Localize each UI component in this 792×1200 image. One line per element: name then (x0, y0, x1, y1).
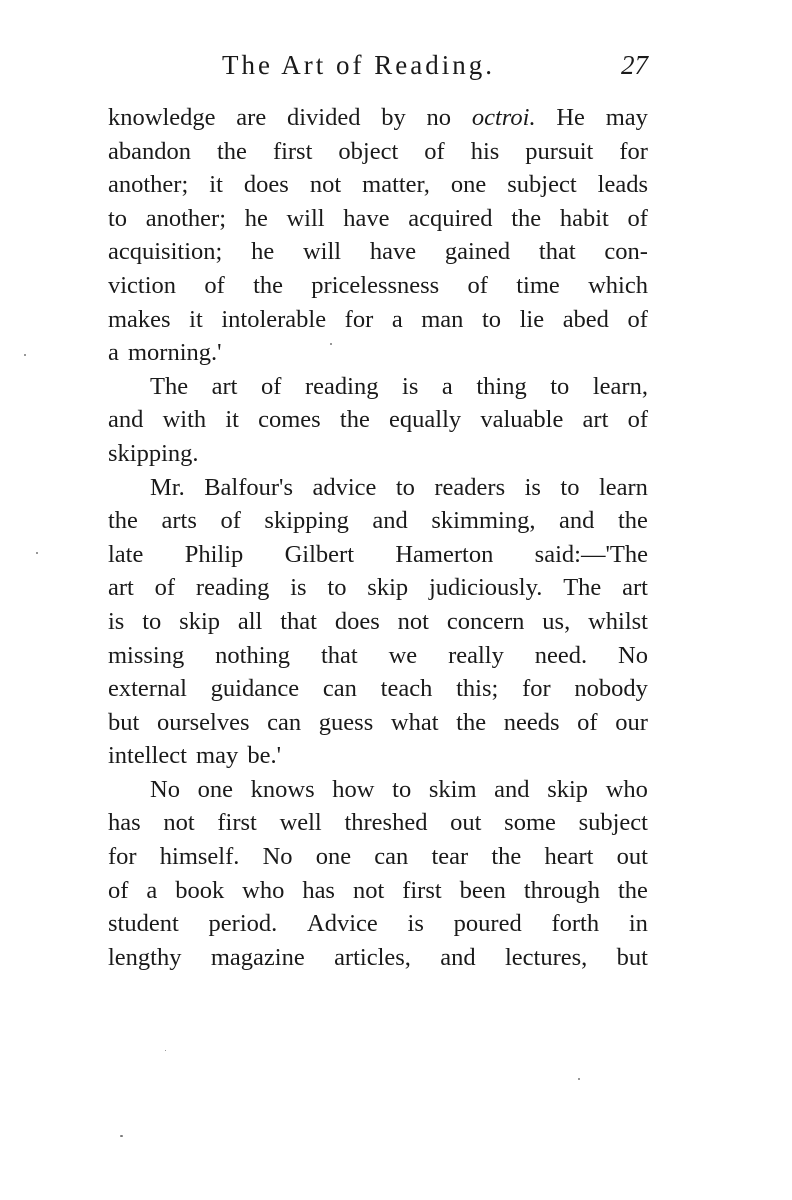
text-line: the arts of skipping and skimming, and the (108, 507, 648, 535)
scan-speck (24, 354, 26, 356)
text-line: but ourselves can guess what the needs of our (108, 708, 648, 736)
text-line: intellect may be.' (108, 742, 282, 770)
running-title: The Art of Reading. (222, 50, 495, 80)
scan-speck (165, 1050, 166, 1051)
text-line: Mr. Balfour's advice to readers is to learn (150, 473, 648, 501)
body-text (108, 101, 648, 974)
text-line: for himself. No one can tear the heart out (108, 843, 648, 871)
text-line: art of reading is to skip judiciously. The art (108, 574, 648, 602)
text-line: viction of the pricelessness of time which (108, 271, 648, 299)
page-header (110, 50, 652, 90)
text-line: acquisition; he will have gained that con- (108, 238, 648, 266)
text-line: a morning.' (108, 339, 222, 367)
text-line: student period. Advice is poured forth in (108, 910, 648, 938)
text-line: late Philip Gilbert Hamerton said:—'The (108, 540, 648, 568)
text-line: is to skip all that does not concern us, whilst (108, 607, 648, 635)
scan-speck (578, 1078, 580, 1080)
text-line: skipping. (108, 439, 199, 467)
text-line: No one knows how to skim and skip who (150, 775, 648, 803)
text-line: makes it intolerable for a man to lie abed of (108, 305, 648, 333)
text-line: another; it does not matter, one subject leads (108, 171, 648, 199)
scan-speck (36, 552, 38, 554)
text-line: knowledge are divided by no octroi. He may (108, 104, 648, 131)
text-line: of a book who has not first been through the (108, 876, 648, 904)
page-number: 27 (621, 50, 648, 80)
text-line: external guidance can teach this; for nobody (108, 675, 648, 703)
text-line: to another; he will have acquired the habit of (108, 204, 648, 232)
text-line: abandon the first object of his pursuit for (108, 137, 648, 165)
text-line: The art of reading is a thing to learn, (150, 372, 648, 400)
scan-speck (330, 343, 332, 345)
scan-speck (120, 1135, 123, 1137)
text-line: has not first well threshed out some subject (108, 809, 648, 837)
text-line: lengthy magazine articles, and lectures, but (108, 943, 648, 971)
text-line: and with it comes the equally valuable art of (108, 406, 648, 434)
text-line: missing nothing that we really need. No (108, 641, 648, 669)
